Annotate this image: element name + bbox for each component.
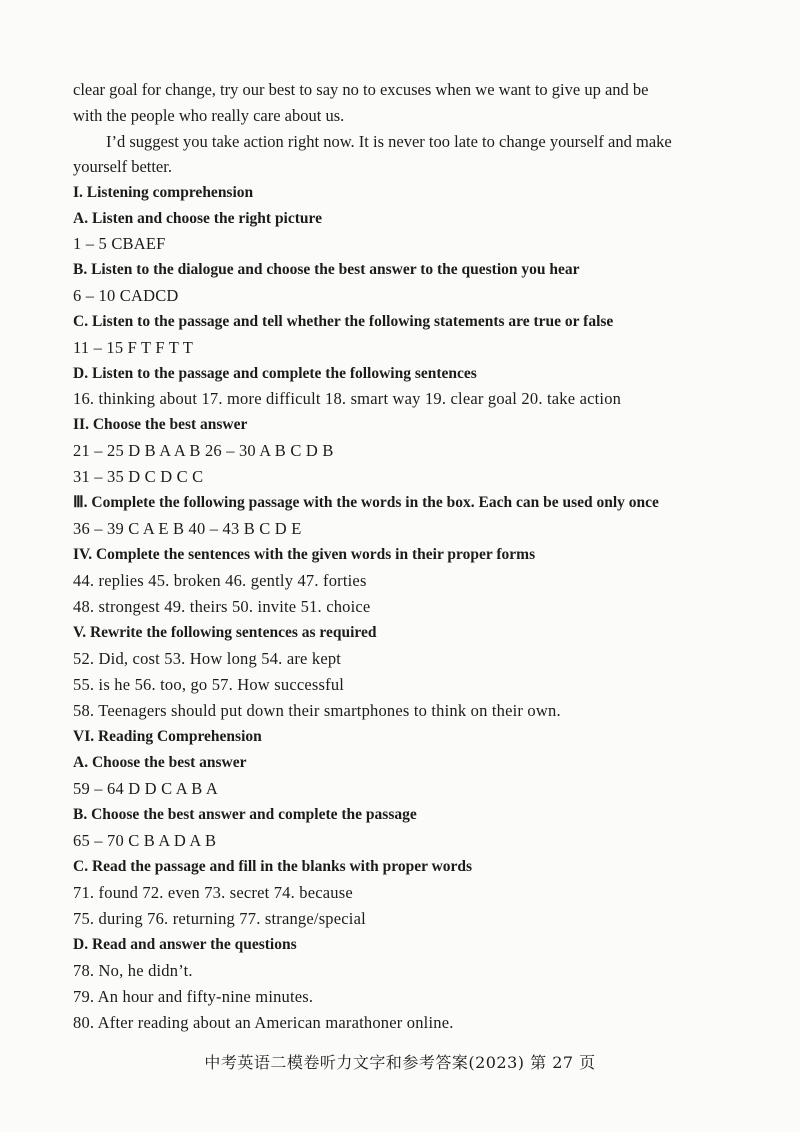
section-1c-answers: 11 – 15 F T F T T [73,338,194,357]
intro-line-4: yourself better. [73,157,172,176]
section-5-answers-1: 52. Did, cost 53. How long 54. are kept [73,649,342,668]
intro-line-1: clear goal for change, try our best to say no to excuses when we want to give up and be [73,80,649,99]
section-1b-heading: B. Listen to the dialogue and choose the best answer to the question you hear [73,261,580,278]
section-4-answers-2: 48. strongest 49. theirs 50. invite 51. choice [73,597,371,616]
intro-line-3: I’d suggest you take action right now. It is never too late to change yourself and make [106,132,672,151]
section-2-heading: II. Choose the best answer [73,416,248,433]
section-5-answers-3: 58. Teenagers should put down their smartphones to think on their own. [73,701,561,720]
section-5-answers-2: 55. is he 56. too, go 57. How successful [73,675,345,694]
section-6a-answers: 59 – 64 D D C A B A [73,779,218,798]
section-1c-heading: C. Listen to the passage and tell whether the following statements are true or false [73,313,614,330]
section-6c-answers-1: 71. found 72. even 73. secret 74. because [73,883,353,902]
section-4-heading: IV. Complete the sentences with the given words in their proper forms [73,546,536,563]
section-6d-heading: D. Read and answer the questions [73,936,297,953]
section-6d-answers-2: 79. An hour and fifty-nine minutes. [73,987,314,1006]
section-6-heading: VI. Reading Comprehension [73,728,262,745]
page-footer: 中考英语二模卷听力文字和参考答案(2023) 第 27 页 [204,1053,596,1072]
section-3-answers: 36 – 39 C A E B 40 – 43 B C D E [73,519,302,538]
section-5-heading: V. Rewrite the following sentences as required [73,624,377,641]
section-6a-heading: A. Choose the best answer [73,754,247,771]
section-6d-answers-1: 78. No, he didn’t. [73,961,193,980]
section-1a-heading: A. Listen and choose the right picture [73,210,323,227]
section-1b-answers: 6 – 10 CADCD [73,286,179,305]
section-6d-answers-3: 80. After reading about an American marathoner online. [73,1013,454,1032]
section-4-answers-1: 44. replies 45. broken 46. gently 47. forties [73,571,367,590]
section-2-answers-1: 21 – 25 D B A A B 26 – 30 A B C D B [73,441,334,460]
section-1d-answers: 16. thinking about 17. more difficult 18. smart way 19. clear goal 20. take action [73,389,622,408]
section-1d-heading: D. Listen to the passage and complete the following sentences [73,365,477,382]
section-1-heading: I. Listening comprehension [73,184,254,201]
section-6b-heading: B. Choose the best answer and complete the passage [73,806,417,823]
intro-line-2: with the people who really care about us. [73,106,345,125]
section-3-heading: Ⅲ. Complete the following passage with the words in the box. Each can be used only once [73,494,659,511]
section-6c-heading: C. Read the passage and fill in the blanks with proper words [73,858,473,875]
section-2-answers-2: 31 – 35 D C D C C [73,467,204,486]
section-6c-answers-2: 75. during 76. returning 77. strange/special [73,909,366,928]
section-1a-answers: 1 – 5 CBAEF [73,234,166,253]
section-6b-answers: 65 – 70 C B A D A B [73,831,217,850]
